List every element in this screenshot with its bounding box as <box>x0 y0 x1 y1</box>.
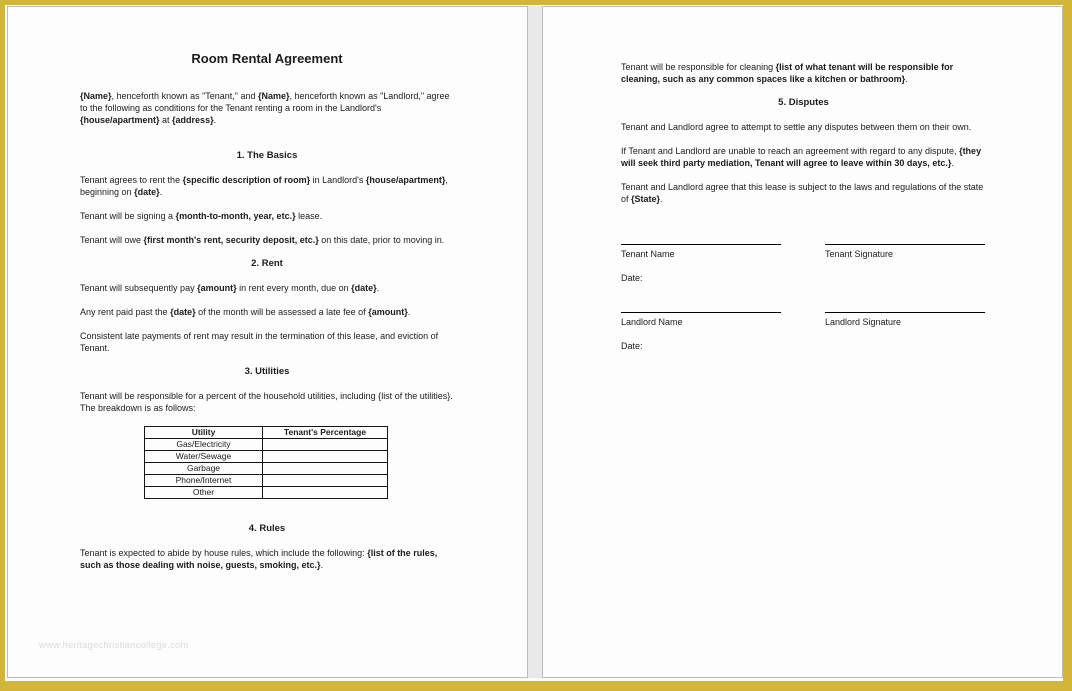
landlord-signature-field <box>825 312 985 352</box>
table-row <box>145 451 388 463</box>
utility-cell: Gas/Electricity <box>145 439 263 451</box>
utilities-paragraph: Tenant will be responsible for a percent of the household utilities, including {list of the utilities}. The breakdown is as follows: <box>80 391 453 413</box>
disputes-paragraph-2: If Tenant and Landlord are unable to reach an agreement with regard to any dispute, {they will seek third party mediation, Tenant will agree to leave within 30 days, etc.}. <box>621 146 982 168</box>
landlord-signature-line <box>825 312 985 313</box>
table-row <box>145 487 388 499</box>
watermark-text: www.heritagechristiancollege.com <box>39 640 189 651</box>
cleaning-paragraph: Tenant will be responsible for cleaning {list of what tenant will be responsible for cleaning, such as any common spaces like a kitchen or bathroom}. <box>621 62 954 84</box>
section-heading-disputes: 5. Disputes <box>778 97 829 108</box>
basics-paragraph-2: Tenant will be signing a {month-to-month, year, etc.} lease. <box>80 211 323 221</box>
landlord-signature-label: Landlord Signature <box>825 317 902 327</box>
utilities-table <box>144 426 388 499</box>
column-header-tenants-percentage: Tenant's Percentage <box>263 427 388 439</box>
rent-paragraph-3: Consistent late payments of rent may result in the termination of this lease, and eviction of Tenant. <box>80 331 439 353</box>
tenant-name-field <box>621 244 781 284</box>
tenant-signature-field <box>825 244 985 284</box>
landlord-date-label: Date: <box>621 341 643 351</box>
landlord-name-label: Landlord Name <box>621 317 683 327</box>
utility-cell: Water/Sewage <box>145 451 263 463</box>
governing-law-paragraph: Tenant and Landlord agree that this lease is subject to the laws and regulations of the state of {State}. <box>621 182 984 204</box>
landlord-signature-row <box>621 312 986 352</box>
percentage-cell <box>263 475 388 487</box>
column-header-utility: Utility <box>145 427 263 439</box>
section-heading-utilities: 3. Utilities <box>244 366 290 377</box>
rules-paragraph: Tenant is expected to abide by house rules, which include the following: {list of the rules, such as those dealing with noise, guests, smoking, etc.}. <box>80 548 438 570</box>
rent-paragraph-2: Any rent paid past the {date} of the month will be assessed a late fee of {amount}. <box>80 307 411 317</box>
page-1 <box>7 6 528 678</box>
page-gap <box>528 6 542 678</box>
percentage-cell <box>263 439 388 451</box>
utility-cell: Phone/Internet <box>145 475 263 487</box>
basics-paragraph-1: Tenant agrees to rent the {specific description of room} in Landlord's {house/apartment}, beginning on {date}. <box>80 175 448 197</box>
tenant-signature-line <box>825 244 985 245</box>
signature-block <box>621 244 986 352</box>
section-heading-basics: 1. The Basics <box>236 150 298 161</box>
percentage-cell <box>263 463 388 475</box>
tenant-name-label: Tenant Name <box>621 249 675 259</box>
basics-paragraph-3: Tenant will owe {first month's rent, security deposit, etc.} on this date, prior to moving in. <box>80 235 445 245</box>
tenant-date-label: Date: <box>621 273 643 283</box>
utility-cell: Other <box>145 487 263 499</box>
utilities-table-header-row <box>145 427 388 439</box>
percentage-cell <box>263 451 388 463</box>
disputes-paragraph-1: Tenant and Landlord agree to attempt to settle any disputes between them on their own. <box>621 122 972 132</box>
utility-cell: Garbage <box>145 463 263 475</box>
landlord-name-field <box>621 312 781 352</box>
intro-paragraph: {Name}, henceforth known as "Tenant," and {Name}, henceforth known as "Landlord," agree to the following as conditions for the Tenant renting a room in the Landlord's {house/apartment} at {address}. <box>80 91 450 125</box>
tenant-signature-row <box>621 244 986 284</box>
tenant-signature-label: Tenant Signature <box>825 249 894 259</box>
table-row <box>145 463 388 475</box>
document-title: Room Rental Agreement <box>191 51 343 66</box>
section-heading-rules: 4. Rules <box>248 523 286 534</box>
landlord-name-signature-line <box>621 312 781 313</box>
table-row <box>145 439 388 451</box>
table-row <box>145 475 388 487</box>
page-2 <box>542 6 1063 678</box>
section-heading-rent: 2. Rent <box>251 258 283 269</box>
percentage-cell <box>263 487 388 499</box>
tenant-name-signature-line <box>621 244 781 245</box>
rent-paragraph-1: Tenant will subsequently pay {amount} in rent every month, due on {date}. <box>80 283 380 293</box>
